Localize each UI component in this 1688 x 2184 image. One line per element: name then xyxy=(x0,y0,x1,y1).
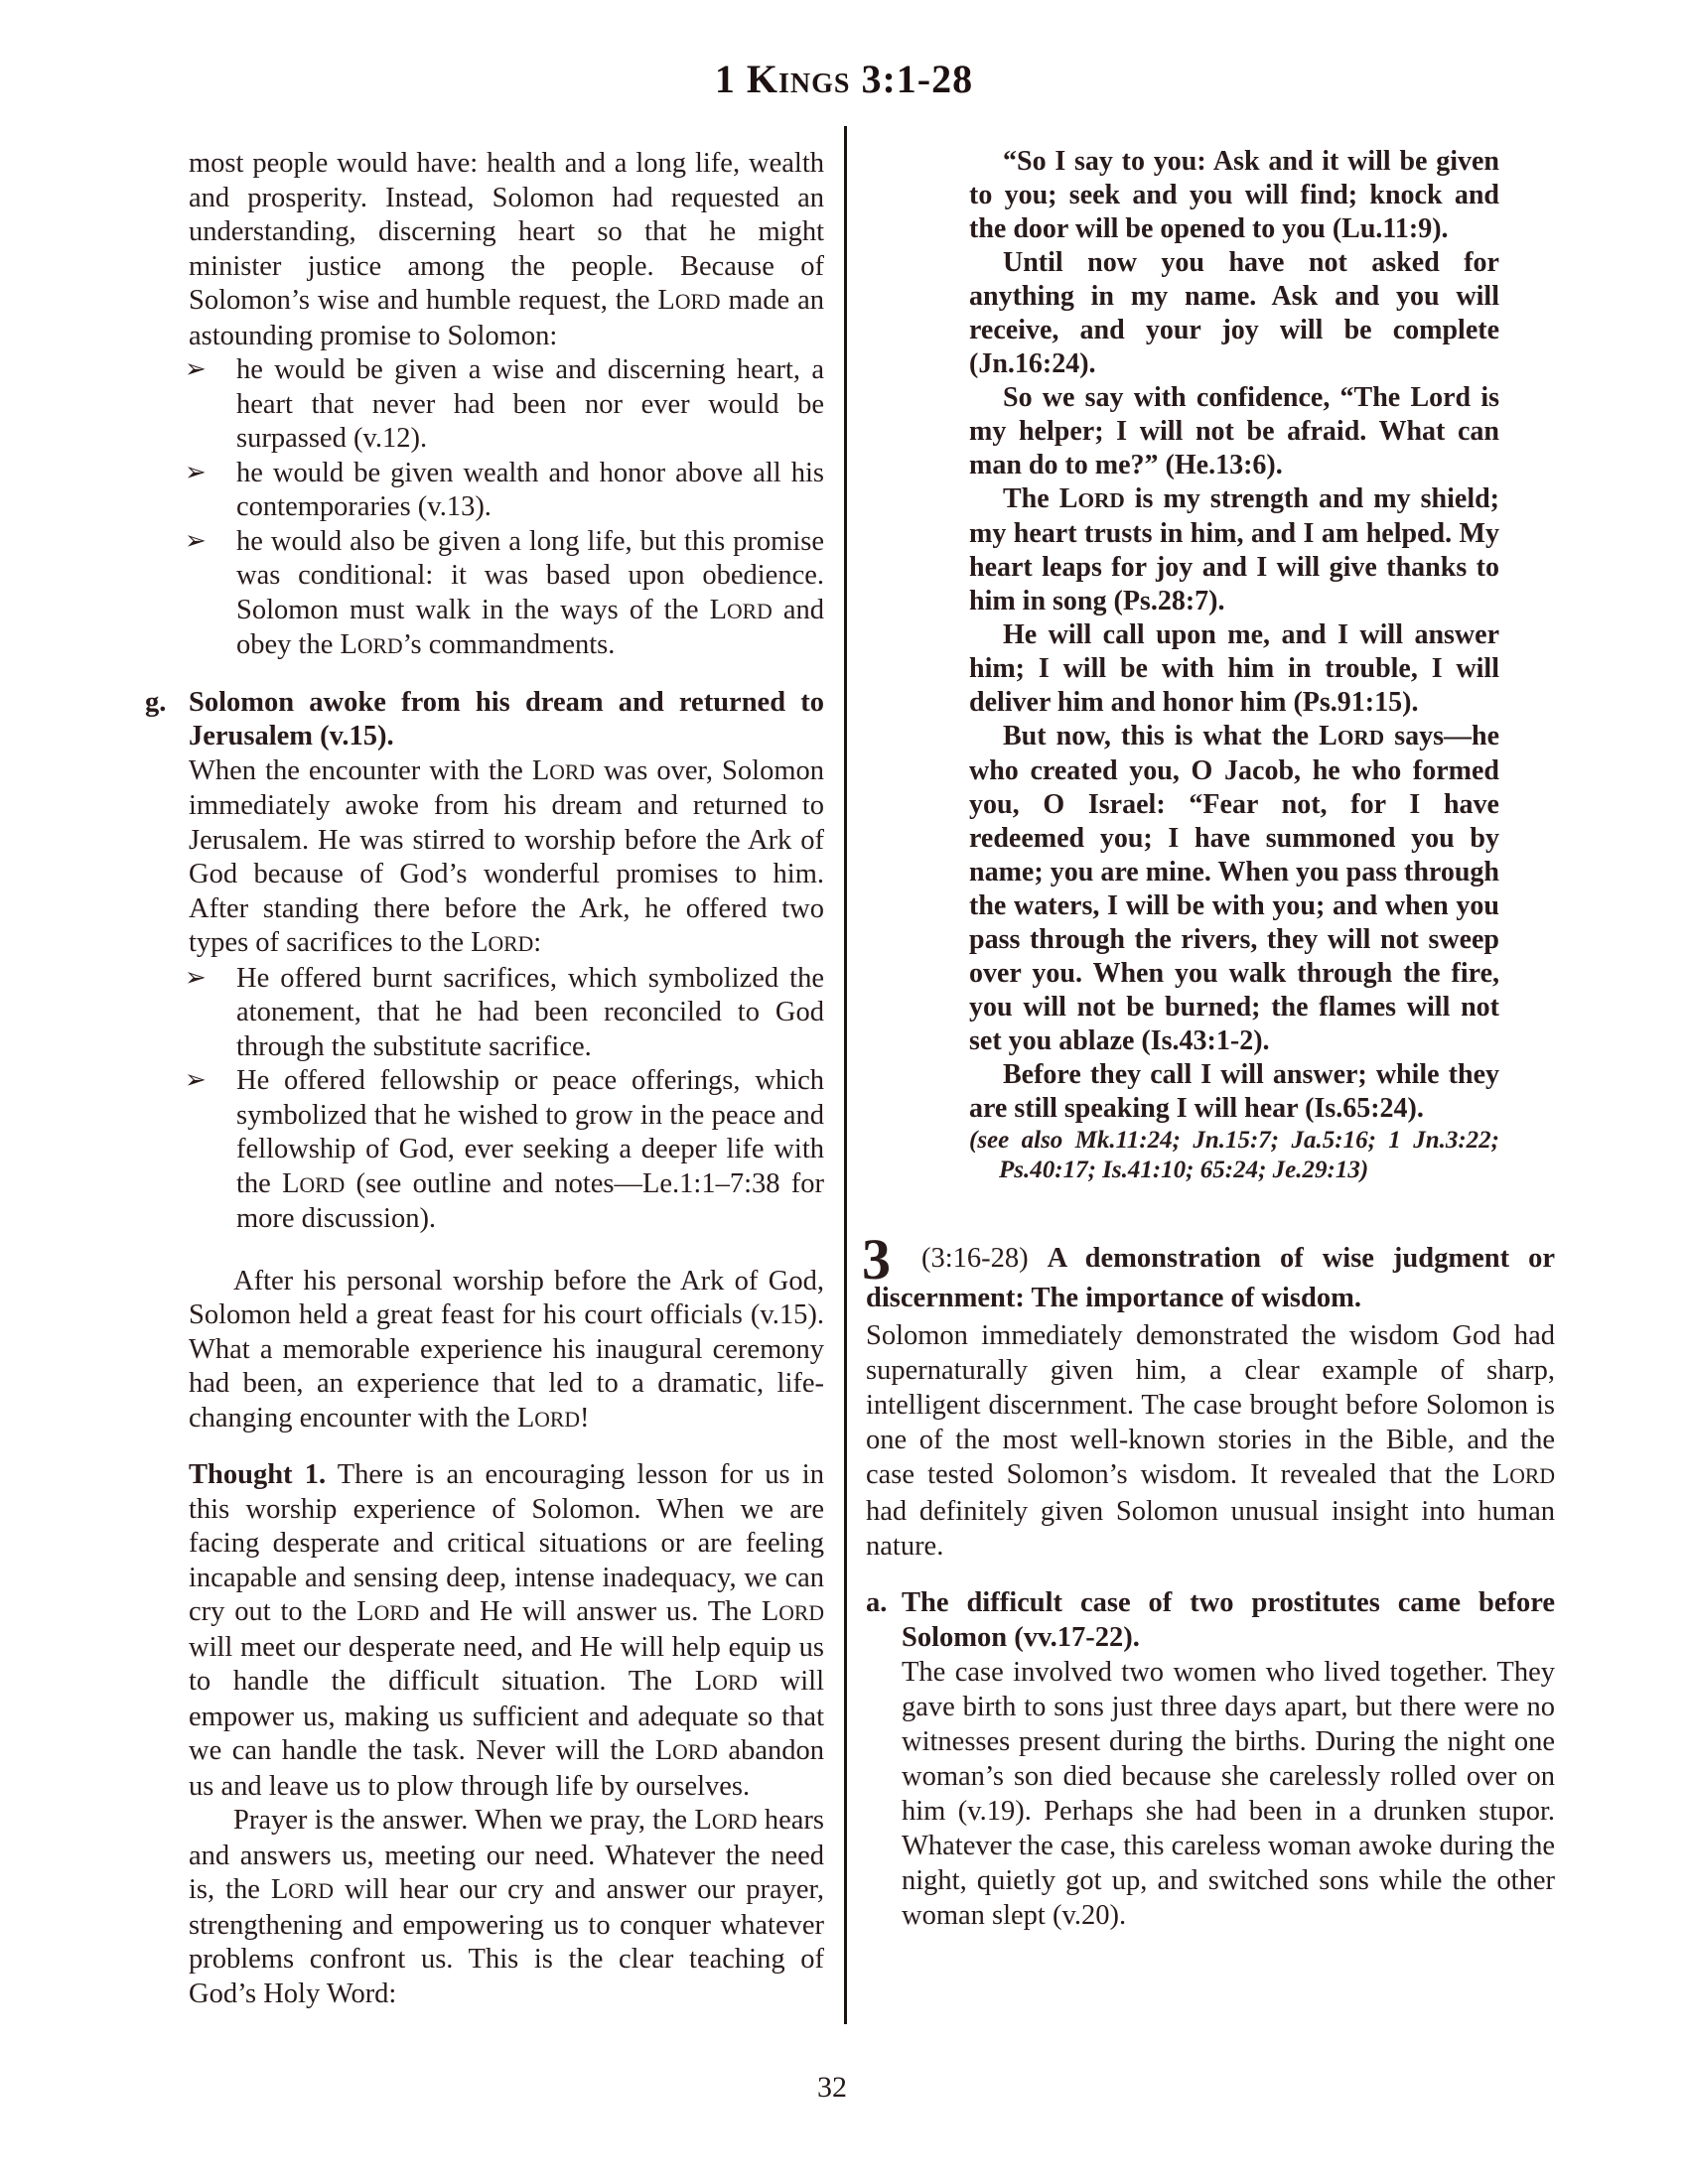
section-reference: (3:16-28) xyxy=(921,1243,1029,1274)
bullet-item xyxy=(185,353,824,457)
cross-reference-note: (see also Mk.11:24; Jn.15:7; Ja.5:16; 1 Jn.3:22; Ps.40:17; Is.41:10; 65:24; Je.29:13) xyxy=(969,1127,1499,1183)
left-column xyxy=(145,147,824,2011)
scripture-quote: “So I say to you: Ask and it will be given to you; seek and you will find; knock and the door will be opened to you (Lu.11:9). xyxy=(969,146,1499,244)
bullet-item xyxy=(185,525,824,664)
arrow-bullet-icon: ➢ xyxy=(185,525,207,556)
subsection-a-block xyxy=(866,1585,1555,1933)
section-title: A demonstration of wise judgment or discernment: The importance of wisdom. xyxy=(866,1243,1555,1313)
bullet-text: he would be given wealth and honor above all his contemporaries (v.13). xyxy=(236,457,824,522)
page-number: 32 xyxy=(817,2071,847,2104)
paragraph-intro: most people would have: health and a long life, wealth and prosperity. Instead, Solomon had requested an understanding, discerning heart so that he might minister justice among the people. Because of Solomon’s wise and humble request, the LORD made an astounding promise to Solomon: xyxy=(189,148,824,351)
subsection-heading-a xyxy=(866,1585,1555,1655)
thought-label: Thought 1. xyxy=(189,1459,327,1490)
paragraph-a: The case involved two women who lived together. They gave birth to sons just three days apart, but there were no witnesses present during the births. During the night one woman’s son died because she carelessly rolled over on him (v.19). Perhaps she had been in a drunken stupor. Whatever the case, this careless woman awoke during the night, quietly got up, and switched sons while the other woman slept (v.20). xyxy=(902,1657,1555,1931)
bullet-item xyxy=(185,962,824,1065)
scripture-quote: But now, this is what the LORD says—he who created you, O Jacob, he who formed you, O Israel: “Fear not, for I have redeemed you; I have summoned you by name; you are mine. When you pass through the waters, I will be with you; and when you pass through the rivers, they will not sweep over you. When you walk through the fire, you will not be burned; the flames will not set you ablaze (Is.43:1-2). xyxy=(969,721,1499,1056)
bullet-text: he would be given a wise and discerning heart, a heart that never had been nor ever would be surpassed (v.12). xyxy=(236,354,824,454)
thought-text: There is an encouraging lesson for us in this worship experience of Solomon. When we are facing desperate and critical situations or are feeling incapable and sensing deep, intense inadequacy, we can cry out to the LORD and He will answer us. The LORD will meet our desperate need, and He will help equip us to handle the difficult situation. The LORD will empower us, making us sufficient and adequate so that we can handle the task. Never will the LORD abandon us and leave us to plow through life by ourselves. xyxy=(189,1459,824,1802)
bullet-item xyxy=(185,457,824,525)
arrow-bullet-icon: ➢ xyxy=(185,457,207,487)
section-heading-3 xyxy=(862,1227,1555,1318)
subsection-heading-text: The difficult case of two prostitutes came before Solomon (vv.17-22). xyxy=(902,1587,1555,1653)
left-column-content xyxy=(145,147,824,2011)
scripture-quote: He will call upon me, and I will answer him; I will be with him in trouble, I will deliver him and honor him (Ps.91:15). xyxy=(969,619,1499,718)
paragraph-thought xyxy=(189,1458,824,1804)
outline-label-g: g. xyxy=(145,686,167,718)
right-column xyxy=(862,145,1555,1933)
scripture-quote: Until now you have not asked for anything in my name. Ask and you will receive, and your joy will be complete (Jn.16:24). xyxy=(969,247,1499,379)
page-title: 1 Kings 3:1-28 xyxy=(714,57,974,101)
scripture-quote: So we say with confidence, “The Lord is my helper; I will not be afraid. What can man do to me?” (He.13:6). xyxy=(969,382,1499,480)
scripture-quote: Before they call I will answer; while they are still speaking I will hear (Is.65:24). xyxy=(969,1059,1499,1124)
bullet-item xyxy=(185,1064,824,1237)
paragraph-prayer: Prayer is the answer. When we pray, the LORD hears and answers us, meeting our need. Whatever the need is, the LORD will hear our cry and answer our prayer, strengthening and empowering us to conquer whatever problems confront us. This is the clear teaching of God’s Holy Word: xyxy=(189,1805,824,2009)
outline-label-a: a. xyxy=(866,1587,888,1618)
arrow-bullet-icon: ➢ xyxy=(185,962,207,993)
subsection-heading-text: Solomon awoke from his dream and returned to Jerusalem (v.15). xyxy=(189,686,824,751)
paragraph-section3: Solomon immediately demonstrated the wisdom God had supernaturally given him, a clear example of sharp, intelligent discernment. The case brought before Solomon is one of the most well-known stories in the Bible, and the case tested Solomon’s wisdom. It revealed that the LORD had definitely given Solomon unusual insight into human nature. xyxy=(866,1320,1555,1562)
bullet-text: He offered burnt sacrifices, which symbolized the atonement, that he had been reconciled to God through the substitute sacrifice. xyxy=(236,962,824,1062)
scripture-quote: The LORD is my strength and my shield; my heart trusts in him, and I am helped. My heart leaps for joy and I will give thanks to him in song (Ps.28:7). xyxy=(969,483,1499,616)
arrow-bullet-icon: ➢ xyxy=(185,1065,207,1095)
bullet-text: He offered fellowship or peace offerings, which symbolized that he wished to grow in the peace and fellowship of God, ever seeking a deeper life with the LORD (see outline and notes—Le.1:1–7:38 for more discussion). xyxy=(236,1065,824,1234)
paragraph-after-worship: After his personal worship before the Ark of God, Solomon held a great feast for his court officials (v.15). What a memorable experience his inaugural ceremony had been, an experience that led to a dramatic, life-changing encounter with the LORD! xyxy=(189,1265,824,1433)
subsection-heading-g xyxy=(145,686,824,754)
section-number: 3 xyxy=(862,1227,891,1292)
arrow-bullet-icon: ➢ xyxy=(185,354,207,384)
column-divider xyxy=(844,126,847,2024)
bullet-text: he would also be given a long life, but this promise was conditional: it was based upon obedience. Solomon must walk in the ways of the LORD and obey the LORD’s commandments. xyxy=(236,525,824,660)
paragraph-g: When the encounter with the LORD was over, Solomon immediately awoke from his dream and returned to Jerusalem. He was stirred to worship before the Ark of God because of God’s wonderful promises to him. After standing there before the Ark, he offered two types of sacrifices to the LORD: xyxy=(189,754,824,958)
